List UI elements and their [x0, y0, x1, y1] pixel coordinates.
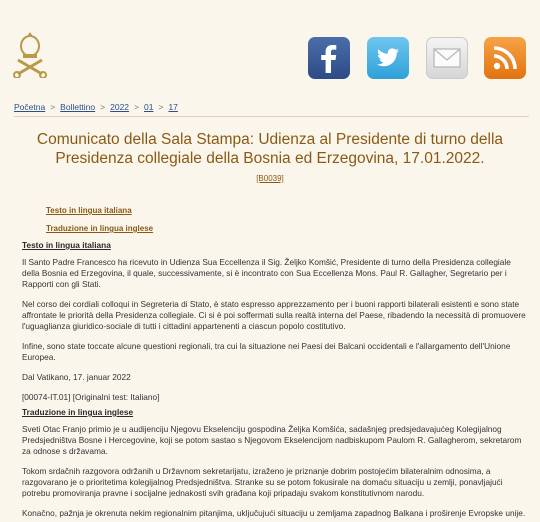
rss-button[interactable]: [484, 37, 526, 79]
translation-paragraph: Tokom srdačnih razgovora održanih u Državnom sekretarijatu, izraženo je priznanje dobrim postojećim bilateralnim odnosima, a razgovarano je o prioritetima kolegijalnog Predsjedništva. Stranke su se potom fokusirale na domaću situaciju u zemlji, ponavljajući potrebu promoviranja pravne i socijalne jednakosti svih građana koji pripadaju svakom konstitutivnom narodu.: [22, 466, 503, 498]
translation-paragraph: Sveti Otac Franjo primio je u audijenciju Njegovu Ekselenciju gospodina Željka Komšića, sadašnjeg predsjedavajućeg Kolegijalnog Predsjedništva Bosne i Hercegovine, koji se potom sastao s Njegovom Ekselencijom nadbiskupom Paulom R. Gallagherom, sekretarom za odnose s državama.: [22, 424, 522, 456]
section-heading-english: Traduzione in lingua inglese: [22, 407, 134, 417]
breadcrumb-separator: >: [50, 102, 56, 112]
breadcrumb-separator: >: [158, 102, 164, 112]
twitter-button[interactable]: [367, 37, 409, 79]
bulletin-code-link[interactable]: [B0039]: [256, 174, 284, 183]
original-language-note: [00074-IT.01] [Originalni test: Italiano]: [22, 392, 160, 402]
section-heading-italian: Testo in lingua italiana: [22, 240, 111, 250]
facebook-button[interactable]: [308, 37, 350, 79]
breadcrumb-year[interactable]: 2022: [110, 102, 130, 112]
translation-paragraph: Konačno, pažnja je okrenuta nekim regionalnim pitanjima, uključujući situaciju u zemljama zapadnog Balkana i proširenje Evropske unije.: [22, 508, 526, 518]
facebook-icon: [308, 37, 350, 79]
mail-button[interactable]: [426, 37, 468, 79]
bulletin-code: [0, 174, 540, 183]
twitter-icon: [367, 37, 409, 79]
breadcrumb-bollettino[interactable]: Bollettino: [60, 102, 96, 112]
page-title: Comunicato della Sala Stampa: Udienza al Presidente di turno della Presidenza collegiale della Bosnia ed Erzegovina, 17.01.2022.: [36, 131, 504, 167]
mail-icon: [427, 38, 467, 78]
toc-link-italian[interactable]: Testo in lingua italiana: [46, 206, 132, 215]
papal-keys-emblem-icon[interactable]: [12, 30, 48, 78]
article-body: [22, 240, 527, 522]
breadcrumb-home[interactable]: Početna: [14, 102, 46, 112]
breadcrumb-separator: >: [134, 102, 139, 112]
italian-paragraph: Nel corso dei cordiali colloqui in Segreteria di Stato, è stato espresso apprezzamento per i buoni rapporti bilaterali esistenti e sono state affrontate le priorità della Presidenza collegiale. Ci si è poi soffermati sulla realtà interna del Paese, ribadendo la necessità di promuovere l'uguaglianza giuridico-sociale di tutti i cittadini appartenenti a ciascun popolo costitutivo.: [22, 299, 526, 331]
breadcrumb: [14, 102, 529, 117]
breadcrumb-month[interactable]: 01: [144, 102, 154, 112]
breadcrumb-day[interactable]: 17: [168, 102, 178, 112]
toc-link-english[interactable]: Traduzione in lingua inglese: [46, 224, 154, 233]
italian-paragraph: Il Santo Padre Francesco ha ricevuto in Udienza Sua Eccellenza il Sig. Željko Komšić, Presidente di turno della Presidenza collegiale della Bosnia ed Erzegovina, il quale, successivamente, si è incontrato con Sua Eccellenza Mons. Paul R. Gallagher, Segretario per i Rapporti con gli Stati.: [22, 257, 511, 289]
dateline: Dal Vatikano, 17. januar 2022: [22, 372, 131, 382]
header: [0, 0, 540, 95]
italian-paragraph: Infine, sono state toccate alcune questioni regionali, tra cui la situazione nei Paesi dei Balcani occidentali e l'allargamento dell'Unione Europea.: [22, 341, 511, 362]
rss-icon: [484, 37, 526, 79]
breadcrumb-separator: >: [100, 102, 106, 112]
